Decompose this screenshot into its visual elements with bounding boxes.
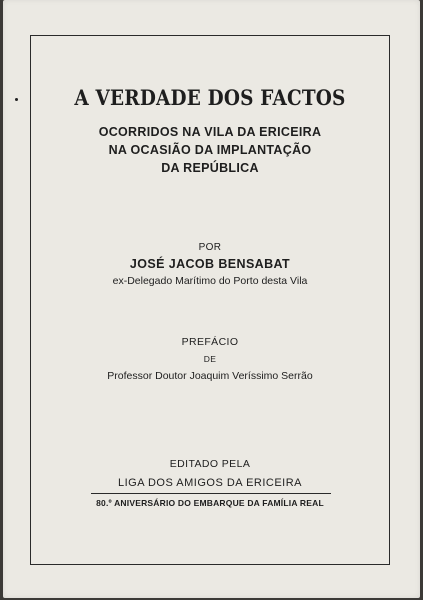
published-label: EDITADO PELA [169, 458, 251, 470]
cover-frame [30, 35, 390, 565]
subtitle-line-2: NA OCASIÃO DA IMPLANTAÇÃO [108, 143, 312, 157]
preface-de: DE [203, 354, 217, 364]
preface-author: Professor Doutor Joaquim Veríssimo Serrão [107, 370, 313, 382]
ink-speck [15, 98, 18, 101]
publisher-rule [91, 493, 331, 494]
author-name: JOSÉ JACOB BENSABAT [129, 257, 291, 271]
book-cover [3, 0, 420, 598]
anniversary-line: 80.º ANIVERSÁRIO DO EMBARQUE DA FAMÍLIA REAL [96, 498, 324, 508]
author-role: ex-Delegado Marítimo do Porto desta Vila [112, 275, 308, 287]
by-label: POR [198, 242, 222, 253]
subtitle-line-3: DA REPÚBLICA [161, 161, 259, 175]
book-title: A VERDADE DOS FACTOS [74, 85, 346, 110]
subtitle-line-1: OCORRIDOS NA VILA DA ERICEIRA [98, 125, 322, 139]
preface-label: PREFÁCIO [181, 336, 239, 348]
publisher-name: LIGA DOS AMIGOS DA ERICEIRA [117, 477, 303, 489]
